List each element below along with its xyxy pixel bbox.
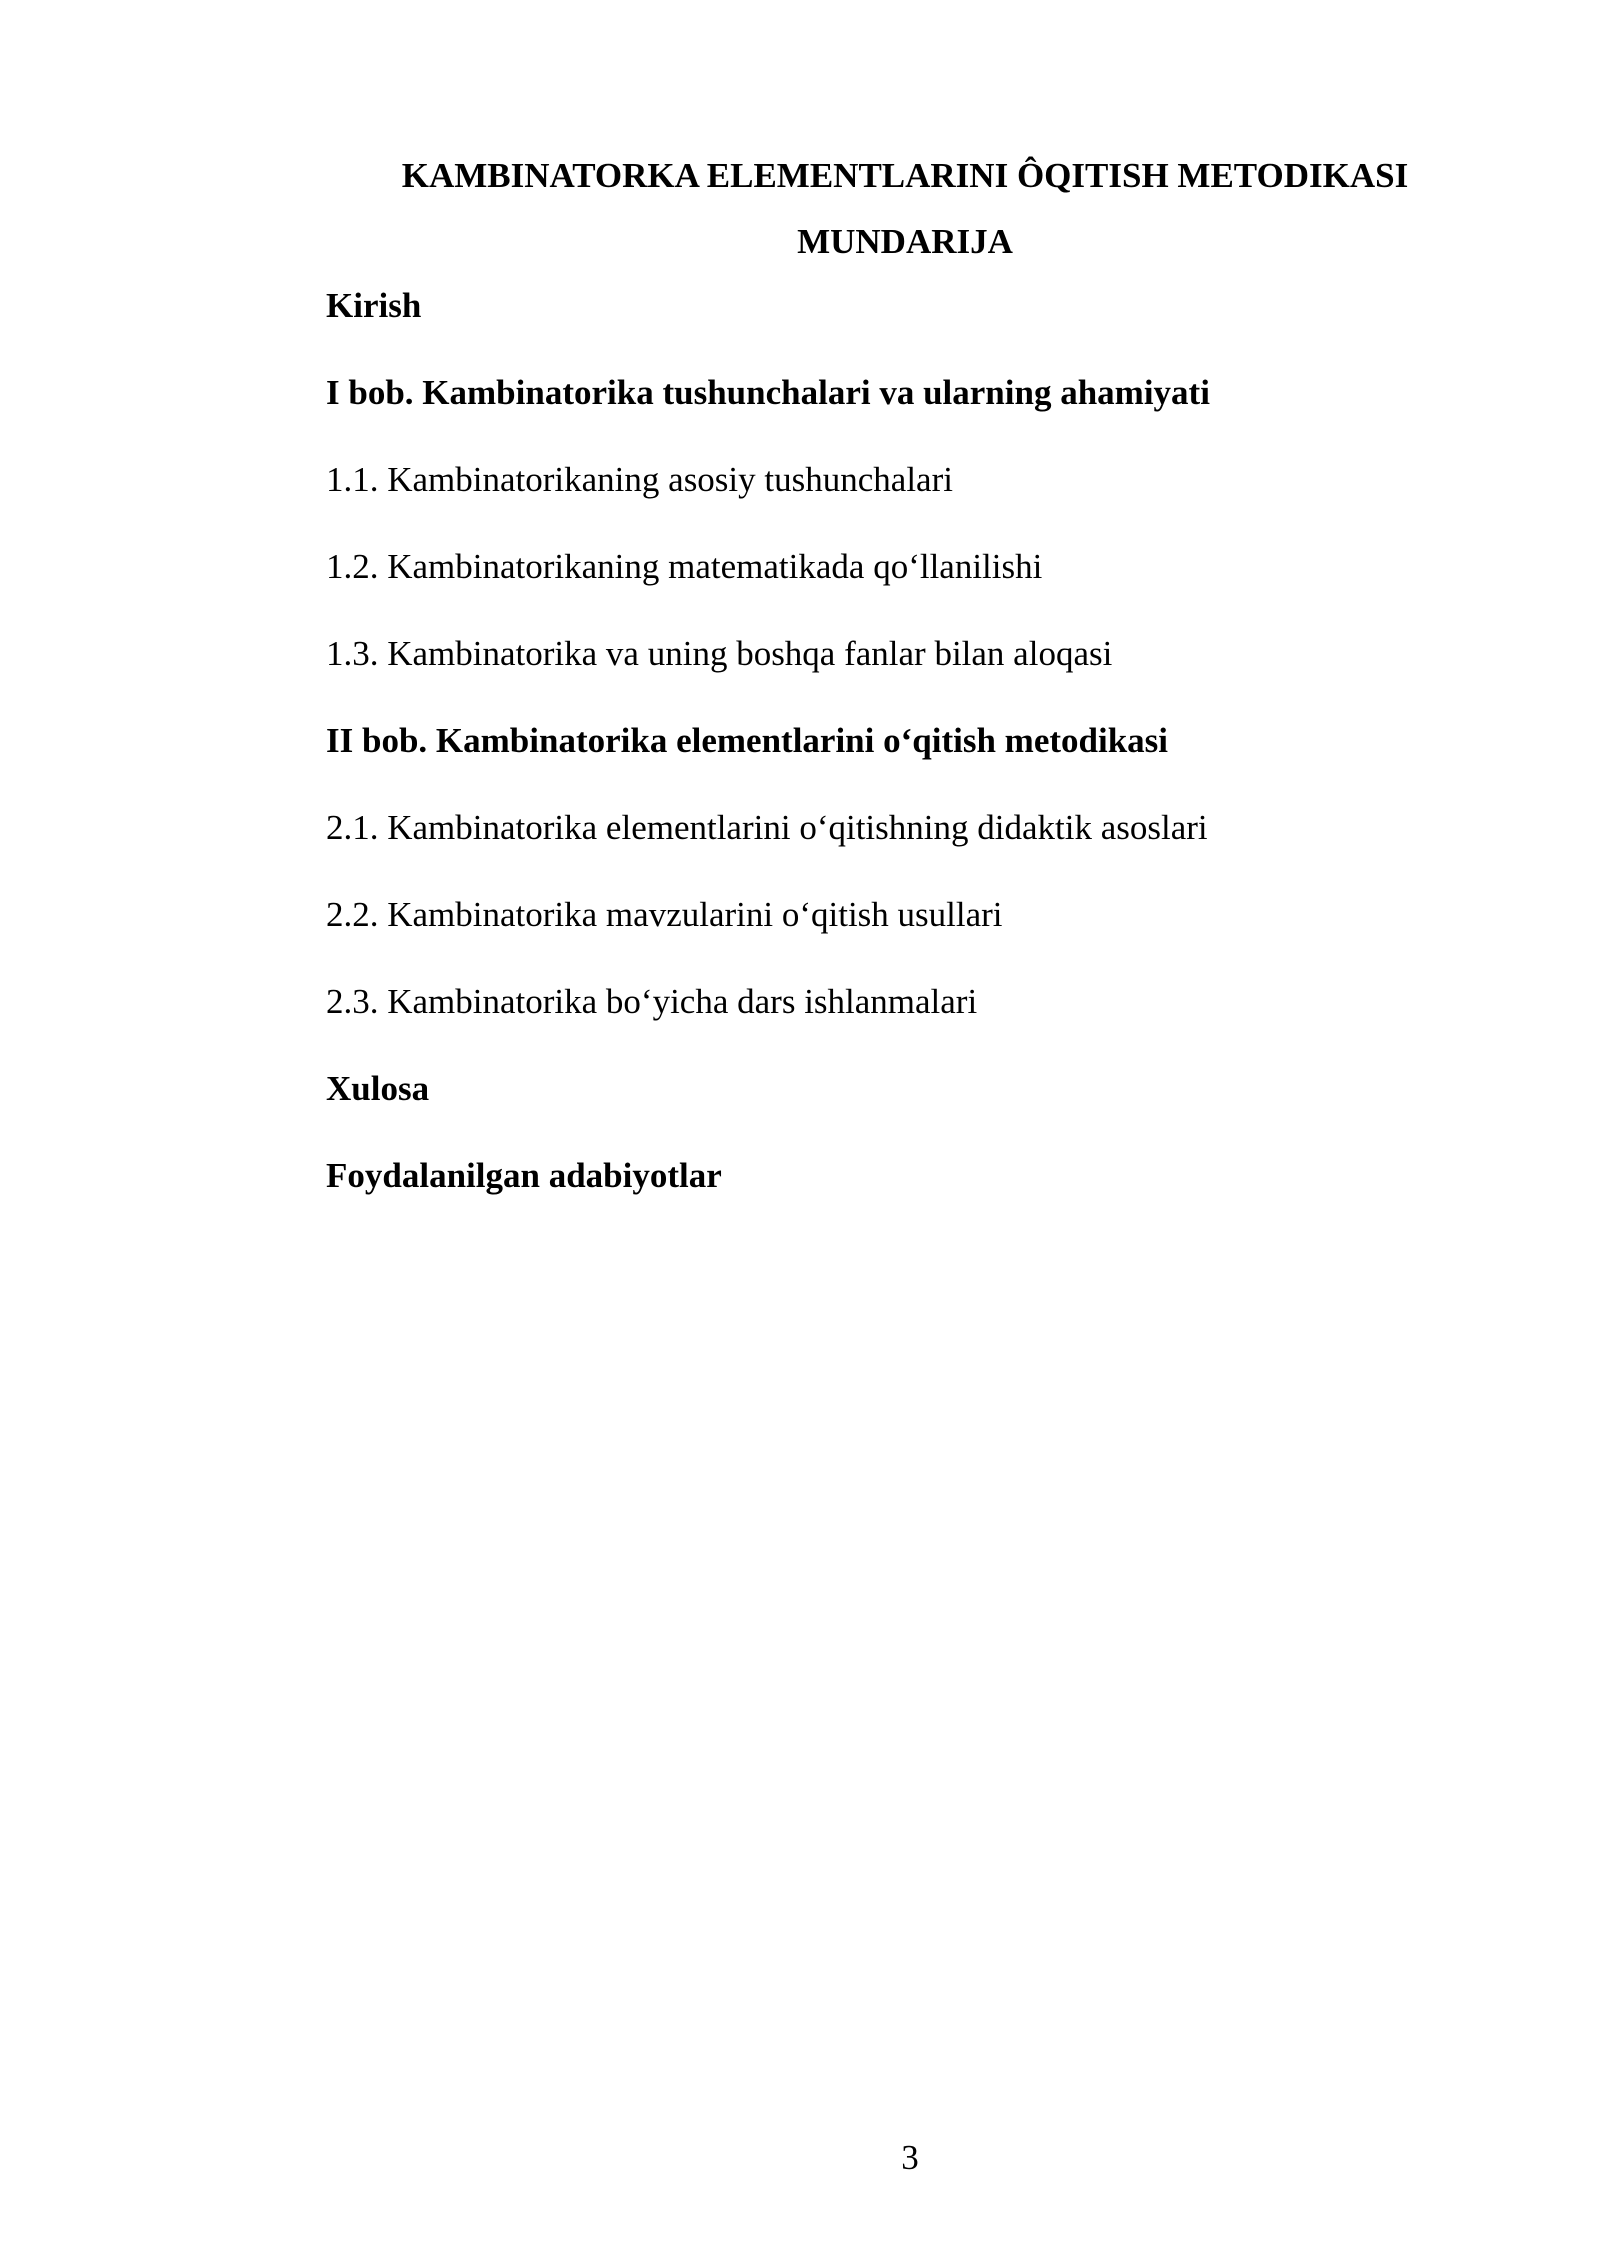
toc-entry-section-1-3: 1.3. Kambinatorika va uning boshqa fanlar bilan aloqasi	[326, 634, 1113, 673]
toc-entry-section-2-1: 2.1. Kambinatorika elementlarini o‘qitishning didaktik asoslari	[326, 808, 1208, 847]
toc-entry-references: Foydalanilgan adabiyotlar	[326, 1156, 722, 1195]
table-of-contents-heading: MUNDARIJA	[797, 222, 1013, 261]
toc-entry-conclusion: Xulosa	[326, 1069, 430, 1108]
toc-entry-chapter-2: II bob. Kambinatorika elementlarini o‘qitish metodikasi	[326, 721, 1169, 760]
toc-entry-chapter-1: I bob. Kambinatorika tushunchalari va ularning ahamiyati	[326, 373, 1210, 412]
toc-entry-section-2-3: 2.3. Kambinatorika bo‘yicha dars ishlanmalari	[326, 982, 978, 1021]
document-title: KAMBINATORKA ELEMENTLARINI ÔQITISH METODIKASI	[401, 156, 1409, 195]
toc-entry-section-1-2: 1.2. Kambinatorikaning matematikada qo‘llanilishi	[326, 547, 1043, 586]
toc-entry-introduction: Kirish	[326, 286, 422, 325]
table-of-contents	[326, 284, 1526, 1241]
toc-entry-section-2-2: 2.2. Kambinatorika mavzularini o‘qitish usullari	[326, 895, 1003, 934]
page-number: 3	[901, 2138, 919, 2177]
toc-entry-section-1-1: 1.1. Kambinatorikaning asosiy tushunchalari	[326, 460, 953, 499]
